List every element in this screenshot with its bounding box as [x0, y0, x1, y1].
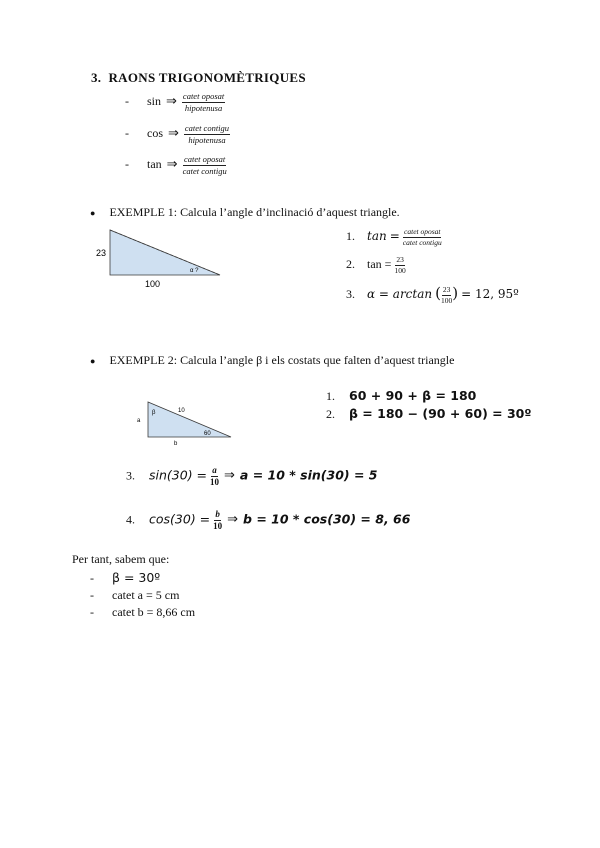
example1-step-3: 3. α = arctan ( $\frac{23}{100}$ ) = 12, 95º [346, 284, 519, 305]
step-equals: = [389, 228, 400, 243]
ratio-fn: sin [147, 93, 162, 108]
fraction-numerator: b [215, 509, 220, 519]
fraction-numerator: catet contigu [184, 123, 230, 133]
conclusion-value: catet b = 8,66 cm [112, 605, 196, 619]
list-dash: - [125, 125, 129, 140]
angle-alpha-label: α ? [190, 268, 199, 274]
implies-arrow: ⇒ [168, 124, 179, 140]
list-dash: - [125, 93, 129, 108]
fraction-denominator: 10 [210, 477, 220, 487]
example1-triangle [90, 225, 230, 295]
section-number: 3. [91, 70, 102, 85]
step-lhs: cos(30) = [149, 511, 211, 527]
step-fraction [394, 256, 405, 274]
bullet-dot: ● [90, 356, 96, 366]
side-horizontal-label: 100 [145, 279, 161, 289]
conclusion-intro: Per tant, sabem que: [72, 552, 170, 566]
example1-heading [90, 205, 400, 220]
ratio-fn: tan [147, 156, 162, 171]
example2-text: EXEMPLE 2: Calcula l’angle β i els costats que falten d’aquest triangle [109, 353, 455, 367]
example2-triangle [130, 398, 240, 448]
side-b-label: b [174, 441, 178, 447]
ratio-fraction [183, 155, 227, 175]
implies-arrow: ⇒ [227, 511, 239, 527]
fraction-denominator: 100 [440, 295, 453, 305]
example1-step-1 [346, 228, 442, 246]
hypotenuse-label: 10 [178, 408, 185, 414]
step-lhs: tan [367, 228, 387, 243]
implies-arrow: ⇒ [224, 467, 235, 483]
implies-arrow: ⇒ [166, 92, 177, 108]
step-number: 2. [346, 256, 355, 271]
list-dash: - [90, 571, 94, 585]
ratio-fn: cos [147, 125, 163, 140]
step-fraction [213, 510, 222, 531]
example1-text: EXEMPLE 1: Calcula l’angle d’inclinació d’aquest triangle. [109, 205, 400, 219]
fraction-numerator: 23 [442, 285, 451, 295]
example2-heading [90, 353, 454, 368]
fraction-numerator: a [212, 465, 217, 475]
ratio-cos [125, 124, 230, 144]
angle-beta-label: β [152, 410, 156, 416]
fraction-denominator: 100 [394, 265, 406, 275]
list-dash: - [125, 156, 129, 171]
conclusion-value: catet a = 5 cm [112, 588, 180, 602]
step-lhs: tan = [367, 256, 392, 271]
conclusion-item-beta [90, 570, 160, 586]
step-number: 4. [126, 512, 135, 527]
step-rhs: = 12, 95º [461, 287, 519, 301]
example1-step-2 [346, 256, 406, 274]
section-heading [91, 70, 306, 86]
section-title: RAONS TRIGONOMÈTRIQUES [108, 70, 306, 85]
step-rhs: b = 10 * cos(30) = 8, 66 [243, 511, 411, 527]
conclusion-value: β = 30º [112, 570, 161, 585]
ratio-fraction [184, 124, 230, 144]
side-vertical-label: 23 [96, 248, 107, 258]
step-lhs: α = arctan [367, 287, 433, 301]
step-rhs: a = 10 * sin(30) = 5 [239, 467, 378, 483]
step-fraction [441, 286, 452, 304]
conclusion-item-b [90, 605, 195, 620]
ratio-tan [125, 155, 227, 175]
side-a-label: a [137, 418, 141, 424]
example2-step-4 [126, 510, 410, 531]
angle-60-label: 60 [204, 431, 211, 437]
fraction-numerator: 23 [396, 255, 404, 264]
bullet-dot: ● [90, 208, 96, 218]
list-dash: - [90, 588, 94, 602]
implies-arrow: ⇒ [166, 155, 178, 171]
example2-step-1 [326, 388, 476, 404]
fraction-denominator: hipotenusa [188, 134, 226, 145]
step-number: 2. [326, 407, 335, 421]
fraction-denominator: 10 [213, 521, 223, 531]
example2-step-3 [126, 466, 378, 487]
conclusion-item-a [90, 588, 179, 603]
fraction-numerator: catet oposat [404, 227, 441, 236]
step-number: 1. [346, 228, 355, 243]
step-number: 3. [126, 468, 135, 483]
step-equation: 60 + 90 + β = 180 [349, 388, 477, 403]
step-lhs: sin(30) = [149, 467, 208, 483]
example2-step-2 [326, 406, 531, 422]
step-number: 3. [346, 287, 355, 301]
step-fraction [403, 228, 442, 246]
fraction-denominator: catet contigu [402, 237, 442, 247]
step-fraction [210, 466, 219, 487]
ratio-fraction [182, 92, 225, 112]
step-equation: β = 180 − (90 + 60) = 30º [349, 406, 532, 421]
step-number: 1. [326, 389, 335, 403]
fraction-denominator: hipotenusa [184, 102, 223, 113]
fraction-denominator: catet contigu [182, 165, 227, 176]
fraction-numerator: catet oposat [183, 154, 226, 164]
ratio-sin [125, 92, 225, 112]
fraction-numerator: catet oposat [182, 91, 225, 101]
list-dash: - [90, 605, 94, 619]
